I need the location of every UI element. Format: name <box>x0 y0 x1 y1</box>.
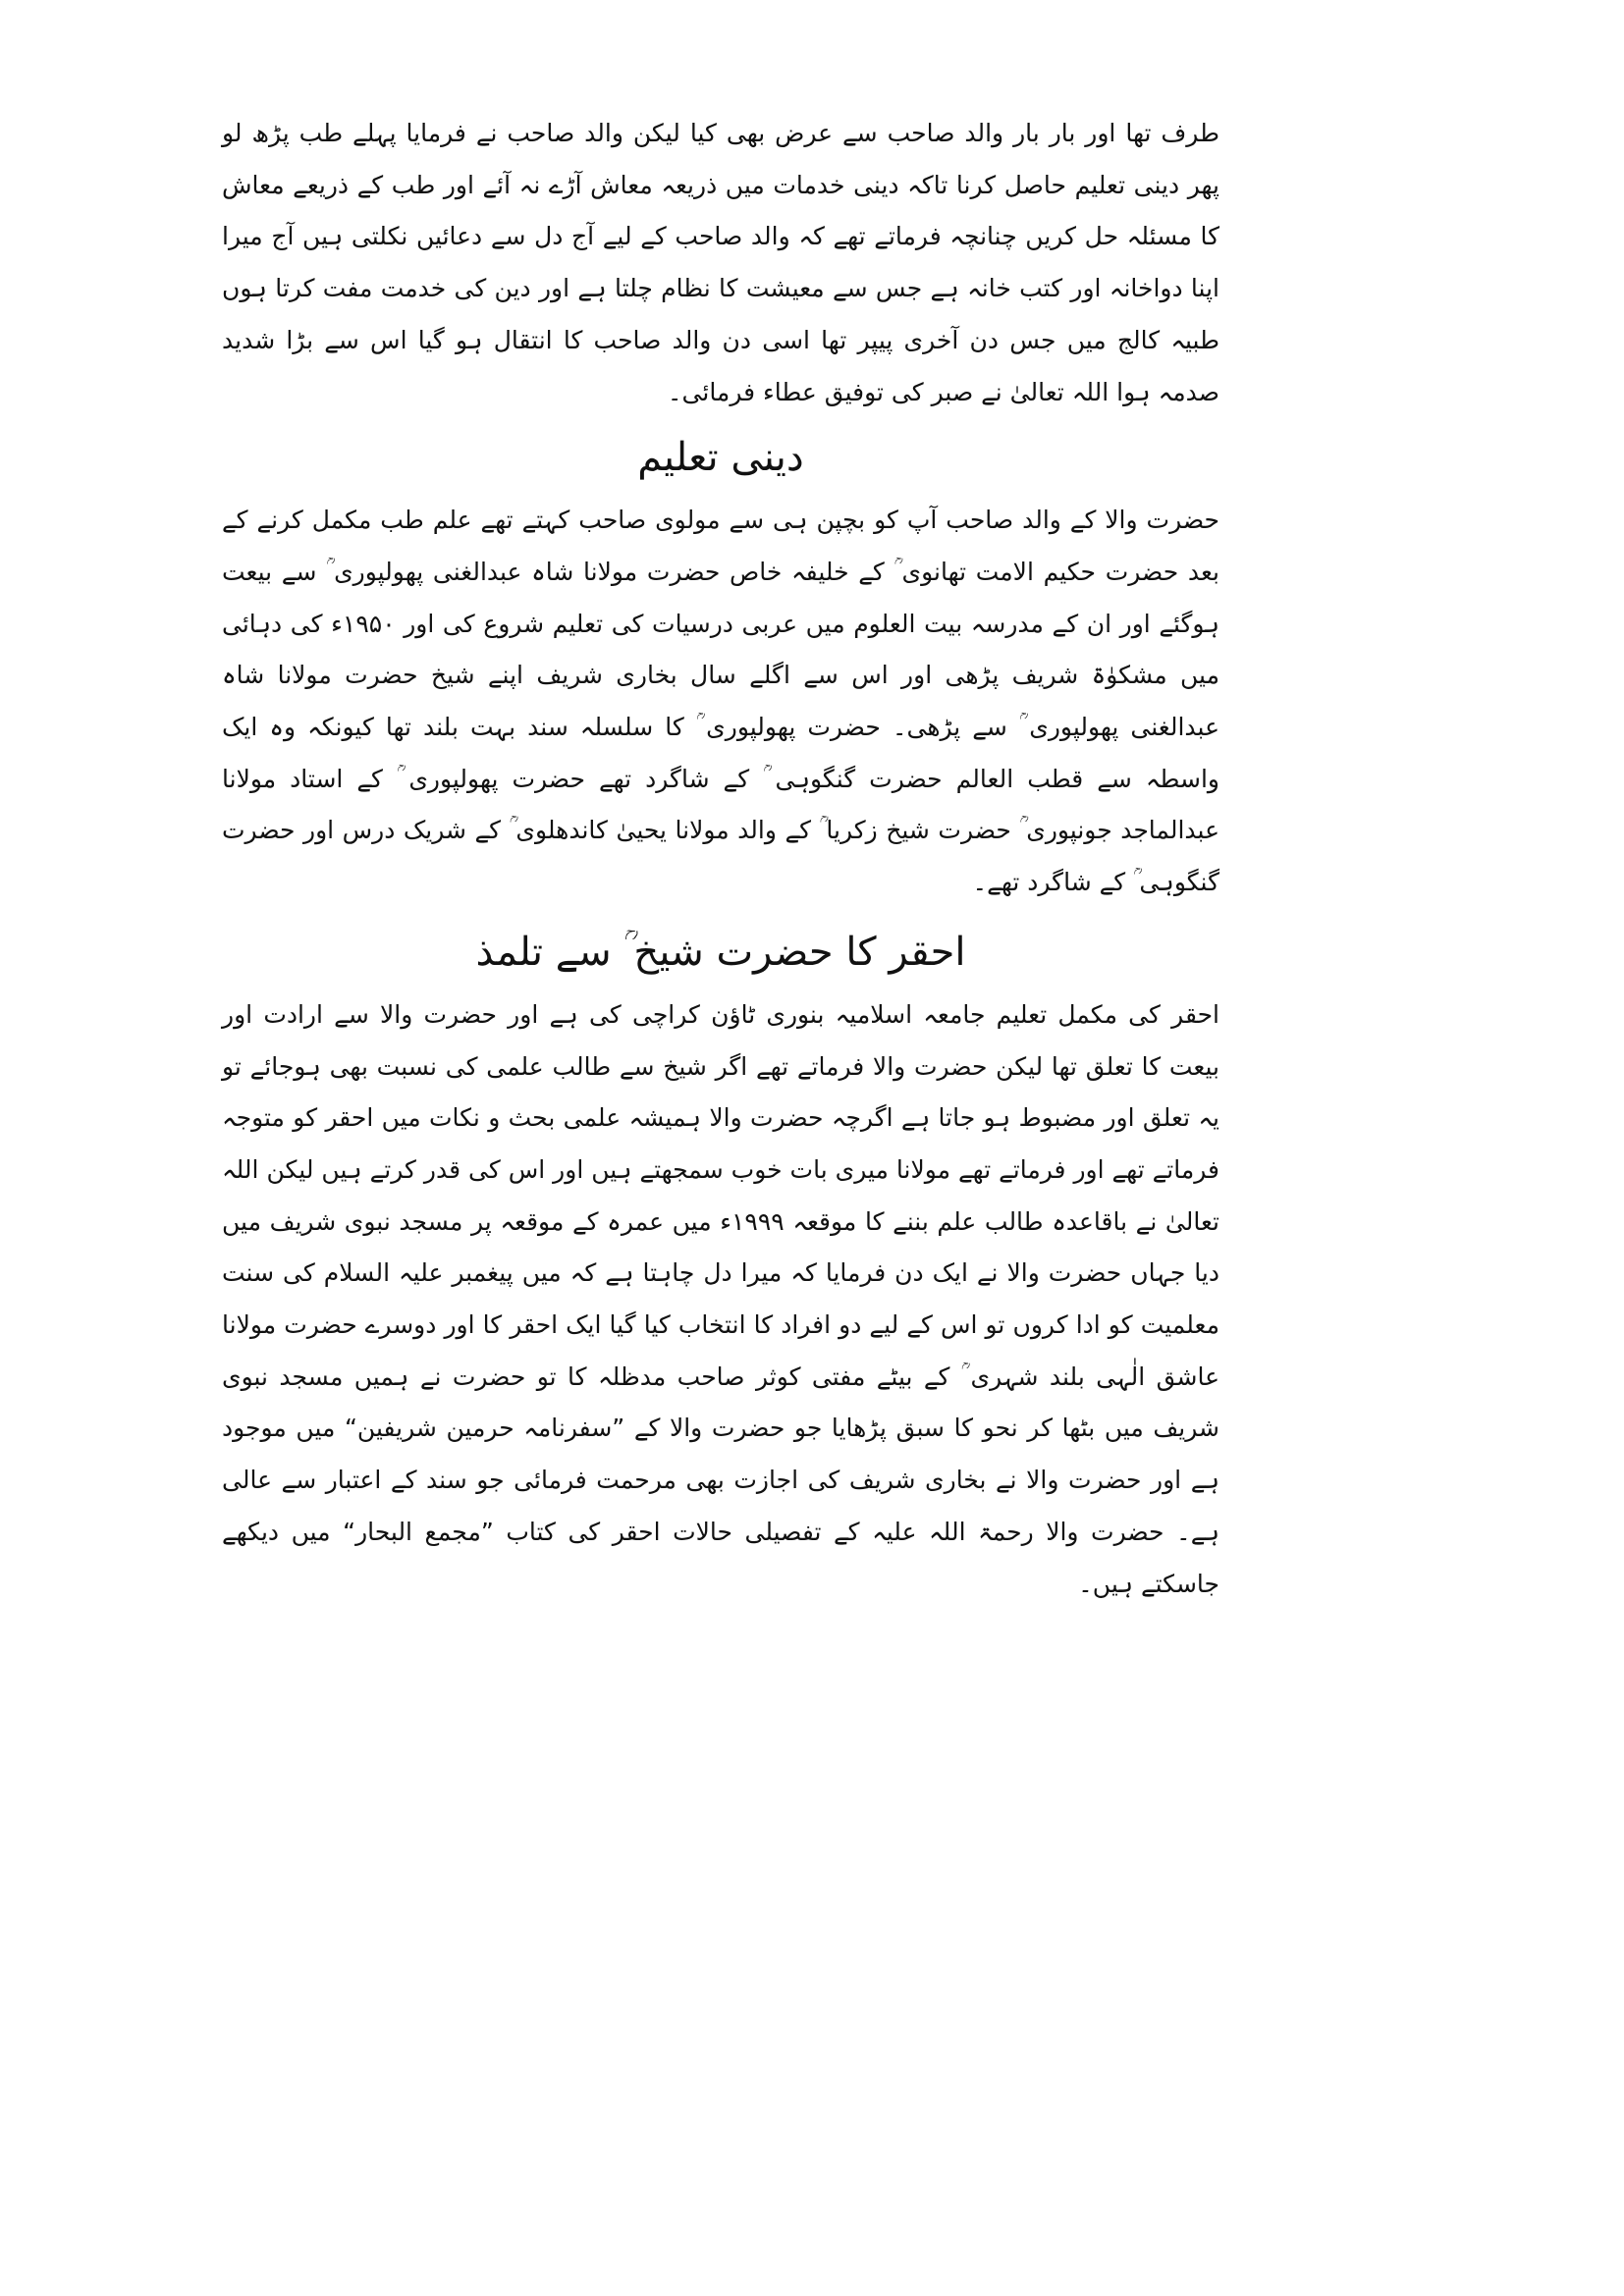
section-heading-religious-education: دینی تعلیم <box>637 435 804 481</box>
paragraph-religious-education: حضرت والا کے والد صاحب آپ کو بچپن ہی سے مولوی صاحب کہتے تھے علم طب مکمل کرنے کے بعد حضرت حکیم الامت تھانوی ؒ کے خلیفہ خاص حضرت مولانا شاہ عبدالغنی پھولپوری ؒ سے بیعت ہوگئے اور ان کے مدرسہ بیت العلوم میں عربی درسیات کی تعلیم شروع کی اور ۱۹۵۰ء کی دہائی میں مشکوٰۃ شریف پڑھی اور اس سے اگلے سال بخاری شریف اپنے شیخ حضرت مولانا شاہ عبدالغنی پھولپوری ؒ سے پڑھی۔ حضرت پھولپوری ؒ کا سلسلہ سند بہت بلند تھا کیونکہ وہ ایک واسطہ سے قطب العالم حضرت گنگوہی ؒ کے شاگرد تھے حضرت پھولپوری ؒ کے استاد مولانا عبدالماجد جونپوری ؒ حضرت شیخ زکریا ؒ کے والد مولانا یحییٰ کاندھلوی ؒ کے شریک درس اور حضرت گنگوہی ؒ کے شاگرد تھے۔ <box>222 506 1219 897</box>
section-heading-discipleship: احقر کا حضرت شیخ ؒ سے تلمذ <box>475 929 966 975</box>
paragraph-family-background: طرف تھا اور بار بار والد صاحب سے عرض بھی کیا لیکن والد صاحب نے فرمایا پہلے طب پڑھ لو پھر دینی تعلیم حاصل کرنا تاکہ دینی خدمات میں ذریعہ معاش آڑے نہ آئے اور طب کے ذریعے معاش کا مسئلہ حل کریں چنانچہ فرماتے تھے کہ والد صاحب کے لیے آج دل سے دعائیں نکلتی ہیں آج میرا اپنا دواخانہ اور کتب خانہ ہے جس سے معیشت کا نظام چلتا ہے اور دین کی خدمت مفت کرتا ہوں طبیہ کالج میں جس دن آخری پیپر تھا اسی دن والد صاحب کا انتقال ہو گیا اس سے بڑا شدید صدمہ ہوا اللہ تعالیٰ نے صبر کی توفیق عطاء فرمائی۔ <box>222 119 1219 406</box>
paragraph-discipleship: احقر کی مکمل تعلیم جامعہ اسلامیہ بنوری ٹاؤن کراچی کی ہے اور حضرت والا سے ارادت اور بیعت کا تعلق تھا لیکن حضرت والا فرماتے تھے اگر شیخ سے طالب علمی کی نسبت بھی ہوجائے تو یہ تعلق اور مضبوط ہو جاتا ہے اگرچہ حضرت والا ہمیشہ علمی بحث و نکات میں احقر کو متوجہ فرماتے تھے اور فرماتے تھے مولانا میری بات خوب سمجھتے ہیں اور اس کی قدر کرتے ہیں لیکن اللہ تعالیٰ نے باقاعدہ طالب علم بننے کا موقعہ ۱۹۹۹ء میں عمرہ کے موقعہ پر مسجد نبوی شریف میں دیا جہاں حضرت والا نے ایک دن فرمایا کہ میرا دل چاہتا ہے کہ میں پیغمبر علیہ السلام کی سنت معلمیت کو ادا کروں تو اس کے لیے دو افراد کا انتخاب کیا گیا ایک احقر کا اور دوسرے حضرت مولانا عاشق الٰہی بلند شہری ؒ کے بیٹے مفتی کوثر صاحب مدظلہ کا تو حضرت نے ہمیں مسجد نبوی شریف میں بٹھا کر نحو کا سبق پڑھایا جو حضرت والا کے ”سفرنامہ حرمین شریفین“ میں موجود ہے اور حضرت والا نے بخاری شریف کی اجازت بھی مرحمت فرمائی جو سند کے اعتبار سے عالی ہے۔ حضرت والا رحمۃ اللہ علیہ کے تفصیلی حالات احقر کی کتاب ”مجمع البحار“ میں دیکھے جاسکتے ہیں۔ <box>222 999 1220 1598</box>
page-content <box>222 108 1219 1610</box>
